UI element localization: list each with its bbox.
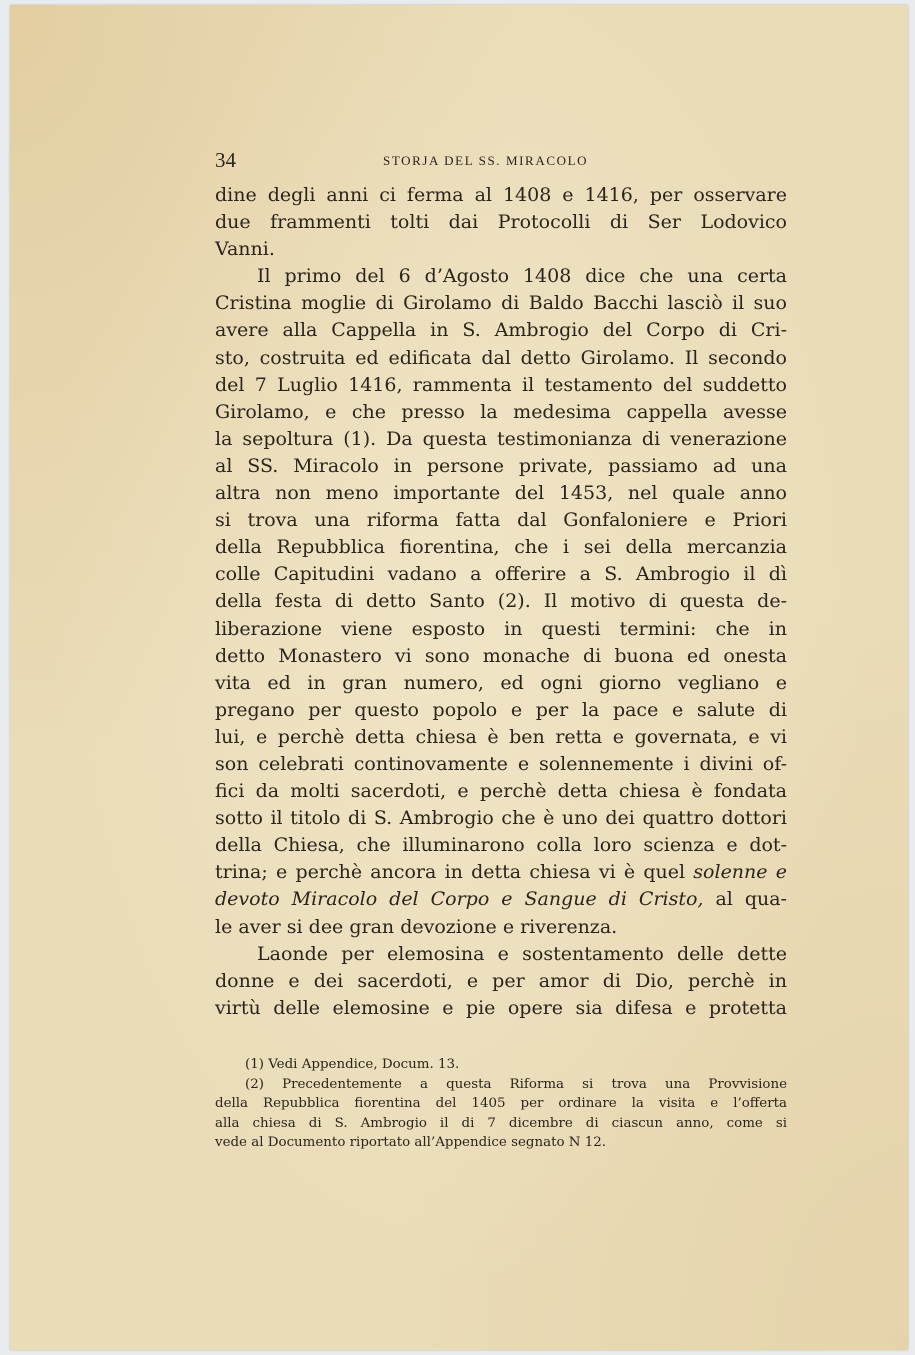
text-line: la sepoltura (1). Da questa testimonianza di venerazione	[215, 427, 787, 450]
text-run: al qua-	[703, 888, 787, 911]
text-line: dine degli anni ci ferma al 1408 e 1416, per osservare	[215, 184, 787, 206]
text-line: detto Monastero vi sono monache di buona ed onesta	[215, 644, 787, 667]
running-header	[215, 148, 787, 172]
page-number: 34	[215, 148, 236, 172]
text-line: al SS. Miracolo in persone private, passiamo ad una	[215, 454, 787, 477]
text-line: Laonde per elemosina e sostentamento delle dette	[257, 942, 787, 965]
text-line: del 7 Luglio 1416, rammenta il testamento del suddetto	[215, 373, 787, 396]
text-line: avere alla Cappella in S. Ambrogio del Corpo di Cri-	[215, 319, 787, 342]
running-title: STORJA DEL SS. MIRACOLO	[383, 153, 589, 168]
footnote-2-line: (2) Precedentemente a questa Riforma si trova una Provvisione	[245, 1076, 787, 1092]
footnote-2-line: della Repubblica fiorentina del 1405 per ordinare la visita e l’offerta	[215, 1096, 787, 1111]
text-line: Girolamo, e che presso la medesima cappella avesse	[215, 400, 787, 423]
text-line: si trova una riforma fatta dal Gonfaloniere e Priori	[215, 509, 787, 532]
text-line: Cristina moglie di Girolamo di Baldo Bacchi lasciò il suo	[215, 292, 787, 315]
italic-quote: solenne e	[693, 861, 787, 884]
text-line: son celebrati continovamente e solennemente i divini of-	[215, 752, 787, 775]
text-line: liberazione viene esposto in questi termini: che in	[215, 617, 787, 640]
text-line: fici da molti sacerdoti, e perchè detta chiesa è fondata	[215, 780, 787, 803]
text-line: le aver si dee gran devozione e riverenza.	[215, 915, 618, 938]
text-line: sotto il titolo di S. Ambrogio che è uno dei quattro dottori	[215, 807, 787, 830]
text-line: Vanni.	[215, 238, 275, 261]
footnotes	[215, 1055, 787, 1153]
text-line: della Chiesa, che illuminarono colla loro scienza e dot-	[215, 834, 787, 857]
text-run: trina; e perchè ancora in detta chiesa vi è quel	[215, 861, 694, 884]
text-line: lui, e perchè detta chiesa è ben retta e governata, e vi	[215, 725, 787, 748]
text-line: della festa di detto Santo (2). Il motivo di questa de-	[215, 590, 787, 613]
text-line: sto, costruita ed edificata dal detto Girolamo. Il secondo	[215, 346, 787, 369]
text-line-mixed	[215, 859, 787, 886]
body-text	[215, 182, 787, 1022]
text-line: della Repubblica fiorentina, che i sei della mercanzia	[215, 536, 787, 559]
text-line: virtù delle elemosine e pie opere sia difesa e protetta	[215, 996, 787, 1019]
text-line: altra non meno importante del 1453, nel quale anno	[215, 482, 787, 505]
footnote-2-line: vede al Documento riportato all’Appendice segnato N 12.	[215, 1135, 607, 1150]
text-line: colle Capitudini vadano a offerire a S. Ambrogio il dì	[215, 563, 787, 586]
footnote-1: (1) Vedi Appendice, Docum. 13.	[245, 1057, 460, 1072]
text-line: donne e dei sacerdoti, e per amor di Dio, perchè in	[215, 969, 787, 992]
text-line: Il primo del 6 d’Agosto 1408 dice che una certa	[257, 265, 787, 288]
text-line: pregano per questo popolo e per la pace e salute di	[215, 698, 787, 721]
footnote-2-line: alla chiesa di S. Ambrogio il di 7 dicembre di ciascun anno, come si	[215, 1115, 787, 1131]
text-line-mixed	[215, 886, 787, 913]
italic-quote: devoto Miracolo del Corpo e Sangue di Cristo,	[215, 888, 704, 911]
text-line: due frammenti tolti dai Protocolli di Ser Lodovico	[215, 211, 787, 234]
text-line: vita ed in gran numero, ed ogni giorno vegliano e	[215, 671, 787, 694]
